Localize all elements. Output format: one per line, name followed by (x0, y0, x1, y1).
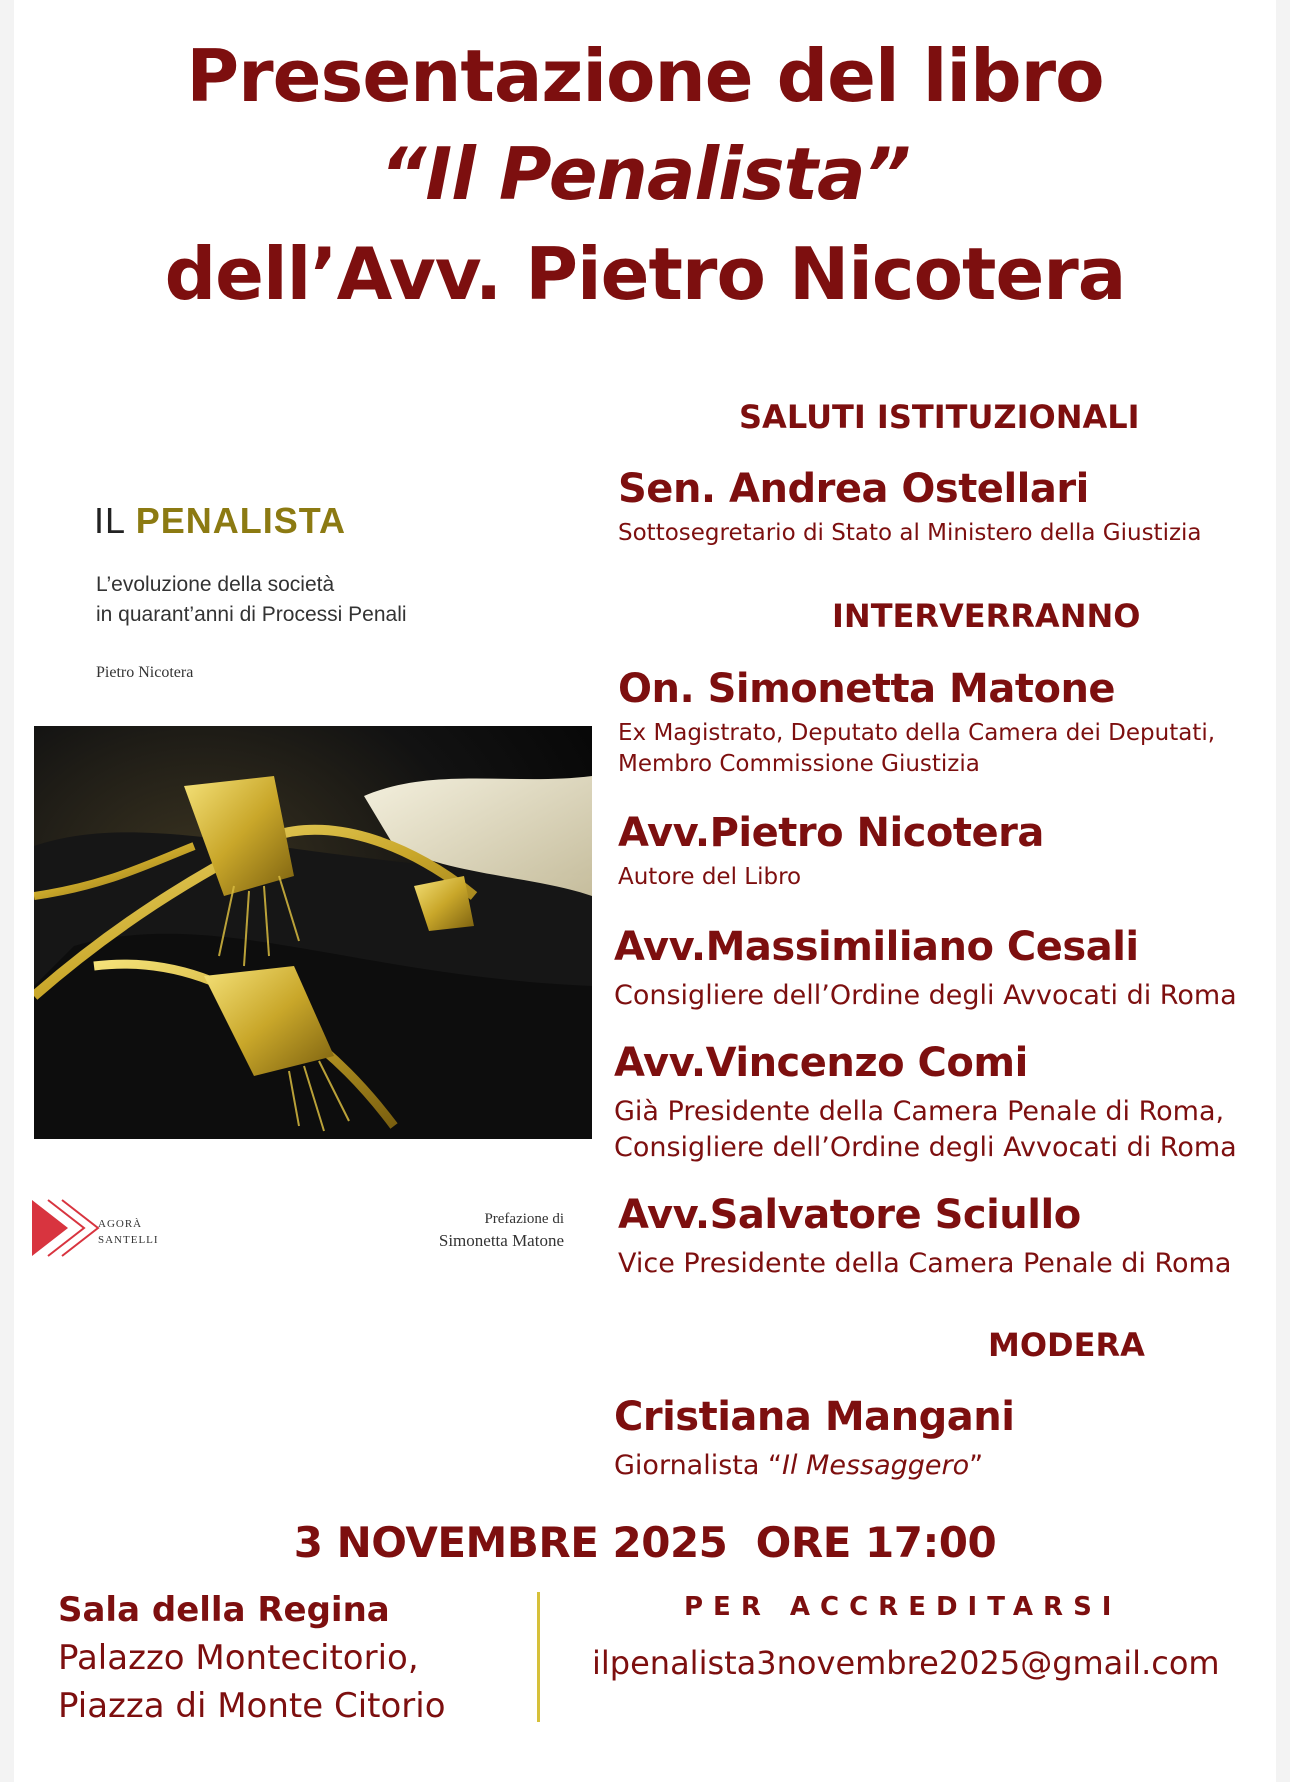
saluti-name: Sen. Andrea Ostellari (618, 466, 1089, 512)
speaker-role: Vice Presidente della Camera Penale di Roma (618, 1248, 1232, 1279)
event-datetime: 3 NOVEMBRE 2025 ORE 17:00 (293, 1518, 997, 1567)
preface-name: Simonetta Matone (438, 1231, 564, 1250)
speaker-name: Avv.Vincenzo Comi (614, 1040, 1028, 1086)
book-title-accent: PENALISTA (135, 500, 347, 541)
book-subtitle-line2: in quarant’anni di Processi Penali (96, 603, 407, 626)
moderator-role (614, 1448, 983, 1483)
saluti-heading: SALUTI ISTITUZIONALI (739, 398, 1140, 436)
accreditation-email[interactable]: ilpenalista3novembre2025@gmail.com (592, 1644, 1220, 1682)
footer-divider (537, 1592, 540, 1722)
book-cover-photo (34, 726, 592, 1139)
saluti-role: Sottosegretario di Stato al Ministero della Giustizia (618, 520, 1202, 546)
book-subtitle-line1: L’evoluzione della società (96, 573, 335, 596)
venue-name: Sala della Regina (58, 1590, 390, 1630)
event-poster (14, 0, 1276, 1782)
book-title-prefix: IL (94, 500, 125, 541)
book-cover-author: Pietro Nicotera (96, 664, 194, 681)
speaker-role: Autore del Libro (618, 864, 802, 890)
speaker-name: On. Simonetta Matone (618, 666, 1116, 712)
publisher-line1: AGORÀ (98, 1218, 143, 1230)
poster-title-line2: “Il Penalista” (379, 132, 910, 216)
moderator-role-suffix: ” (969, 1450, 984, 1481)
speaker-role: Già Presidente della Camera Penale di Roma, (614, 1096, 1225, 1127)
poster-title-line3: dell’Avv. Pietro Nicotera (164, 232, 1126, 316)
speaker-name: Avv.Massimiliano Cesali (614, 924, 1139, 970)
modera-heading: MODERA (988, 1326, 1145, 1364)
speaker-role: Membro Commissione Giustizia (618, 751, 980, 777)
poster-title-line1: Presentazione del libro (186, 34, 1104, 118)
book-cover-title (94, 500, 346, 542)
book-cover-subtitle (96, 570, 407, 630)
book-preface (362, 1208, 564, 1252)
speaker-name: Avv.Salvatore Sciullo (618, 1192, 1081, 1238)
speaker-role: Ex Magistrato, Deputato della Camera dei Deputati, (618, 720, 1216, 746)
venue-line2: Piazza di Monte Citorio (58, 1686, 446, 1726)
accreditation-label: PER ACCREDITARSI (684, 1592, 1122, 1622)
publisher-name (98, 1216, 159, 1248)
moderator-name: Cristiana Mangani (614, 1394, 1015, 1440)
moderator-role-outlet: Il Messaggero (782, 1450, 970, 1481)
publisher-line2: SANTELLI (98, 1234, 159, 1246)
speaker-role: Consigliere dell’Ordine degli Avvocati di Roma (614, 980, 1237, 1011)
moderator-role-prefix: Giornalista “ (614, 1450, 782, 1481)
interverranno-heading: INTERVERRANNO (832, 597, 1141, 635)
speaker-name: Avv.Pietro Nicotera (618, 810, 1044, 856)
speaker-role: Consigliere dell’Ordine degli Avvocati di Roma (614, 1132, 1237, 1163)
venue-line1: Palazzo Montecitorio, (58, 1638, 419, 1678)
preface-label: Prefazione di (484, 1211, 564, 1227)
